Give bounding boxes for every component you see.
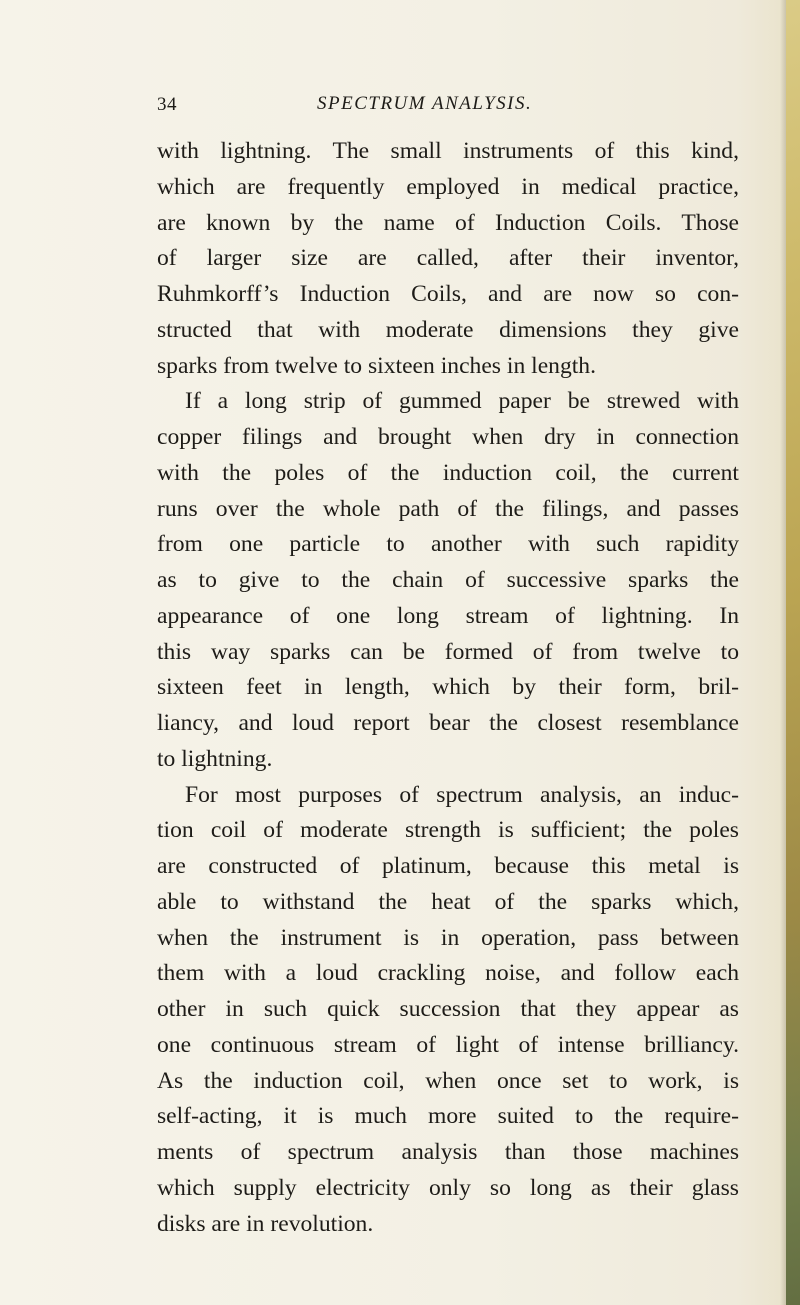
text-line: from one particle to another with such rapidity	[157, 531, 739, 558]
text-line: to lightning.	[157, 745, 273, 772]
text-line: are constructed of platinum, because this metal is	[157, 853, 739, 879]
text-line: this way sparks can be formed of from twelve to	[157, 638, 739, 665]
text-line: runs over the whole path of the filings, and passes	[157, 495, 739, 522]
text-line: tion coil of moderate strength is sufficient; the poles	[157, 817, 739, 844]
text-line: disks are in revolution.	[157, 1210, 374, 1237]
text-line: ments of spectrum analysis than those machines	[157, 1139, 739, 1165]
text-line: appearance of one long stream of lightning. In	[157, 602, 739, 629]
text-line: copper filings and brought when dry in connection	[157, 424, 739, 450]
text-line: sixteen feet in length, which by their form, bril-	[157, 674, 739, 701]
paragraph-start-line: If a long strip of gummed paper be strewed with	[185, 388, 739, 415]
text-line: which are frequently employed in medical practice,	[157, 173, 739, 200]
text-line: when the instrument is in operation, pass between	[157, 924, 739, 951]
text-line: which supply electricity only so long as their glass	[157, 1174, 739, 1201]
text-line: of larger size are called, after their inventor,	[157, 245, 739, 272]
running-title: SPECTRUM ANALYSIS.	[317, 93, 533, 114]
text-line: structed that with moderate dimensions they give	[157, 316, 739, 343]
text-line: as to give to the chain of successive sparks the	[157, 567, 739, 593]
text-line: able to withstand the heat of the sparks which,	[157, 888, 739, 915]
text-line: As the induction coil, when once set to work, is	[157, 1067, 739, 1094]
paragraph-start-line: For most purposes of spectrum analysis, an induc-	[185, 781, 739, 808]
text-line: them with a loud crackling noise, and follow each	[157, 960, 739, 987]
text-line: with lightning. The small instruments of this kind,	[157, 138, 739, 164]
text-line: with the poles of the induction coil, the current	[157, 459, 739, 486]
running-head	[157, 94, 737, 118]
text-line: one continuous stream of light of intense brilliancy.	[157, 1031, 739, 1058]
page-edge-discoloration	[786, 0, 800, 1305]
text-line: liancy, and loud report bear the closest resemblance	[157, 710, 739, 736]
text-line: are known by the name of Induction Coils. Those	[157, 209, 739, 236]
text-line: other in such quick succession that they appear as	[157, 996, 739, 1022]
text-line: Ruhmkorff’s Induction Coils, and are now so con-	[157, 281, 739, 307]
text-line: self-acting, it is much more suited to the require-	[157, 1103, 739, 1130]
page-number: 34	[157, 94, 177, 115]
text-line: sparks from twelve to sixteen inches in length.	[157, 352, 597, 379]
body-text	[157, 134, 739, 1242]
